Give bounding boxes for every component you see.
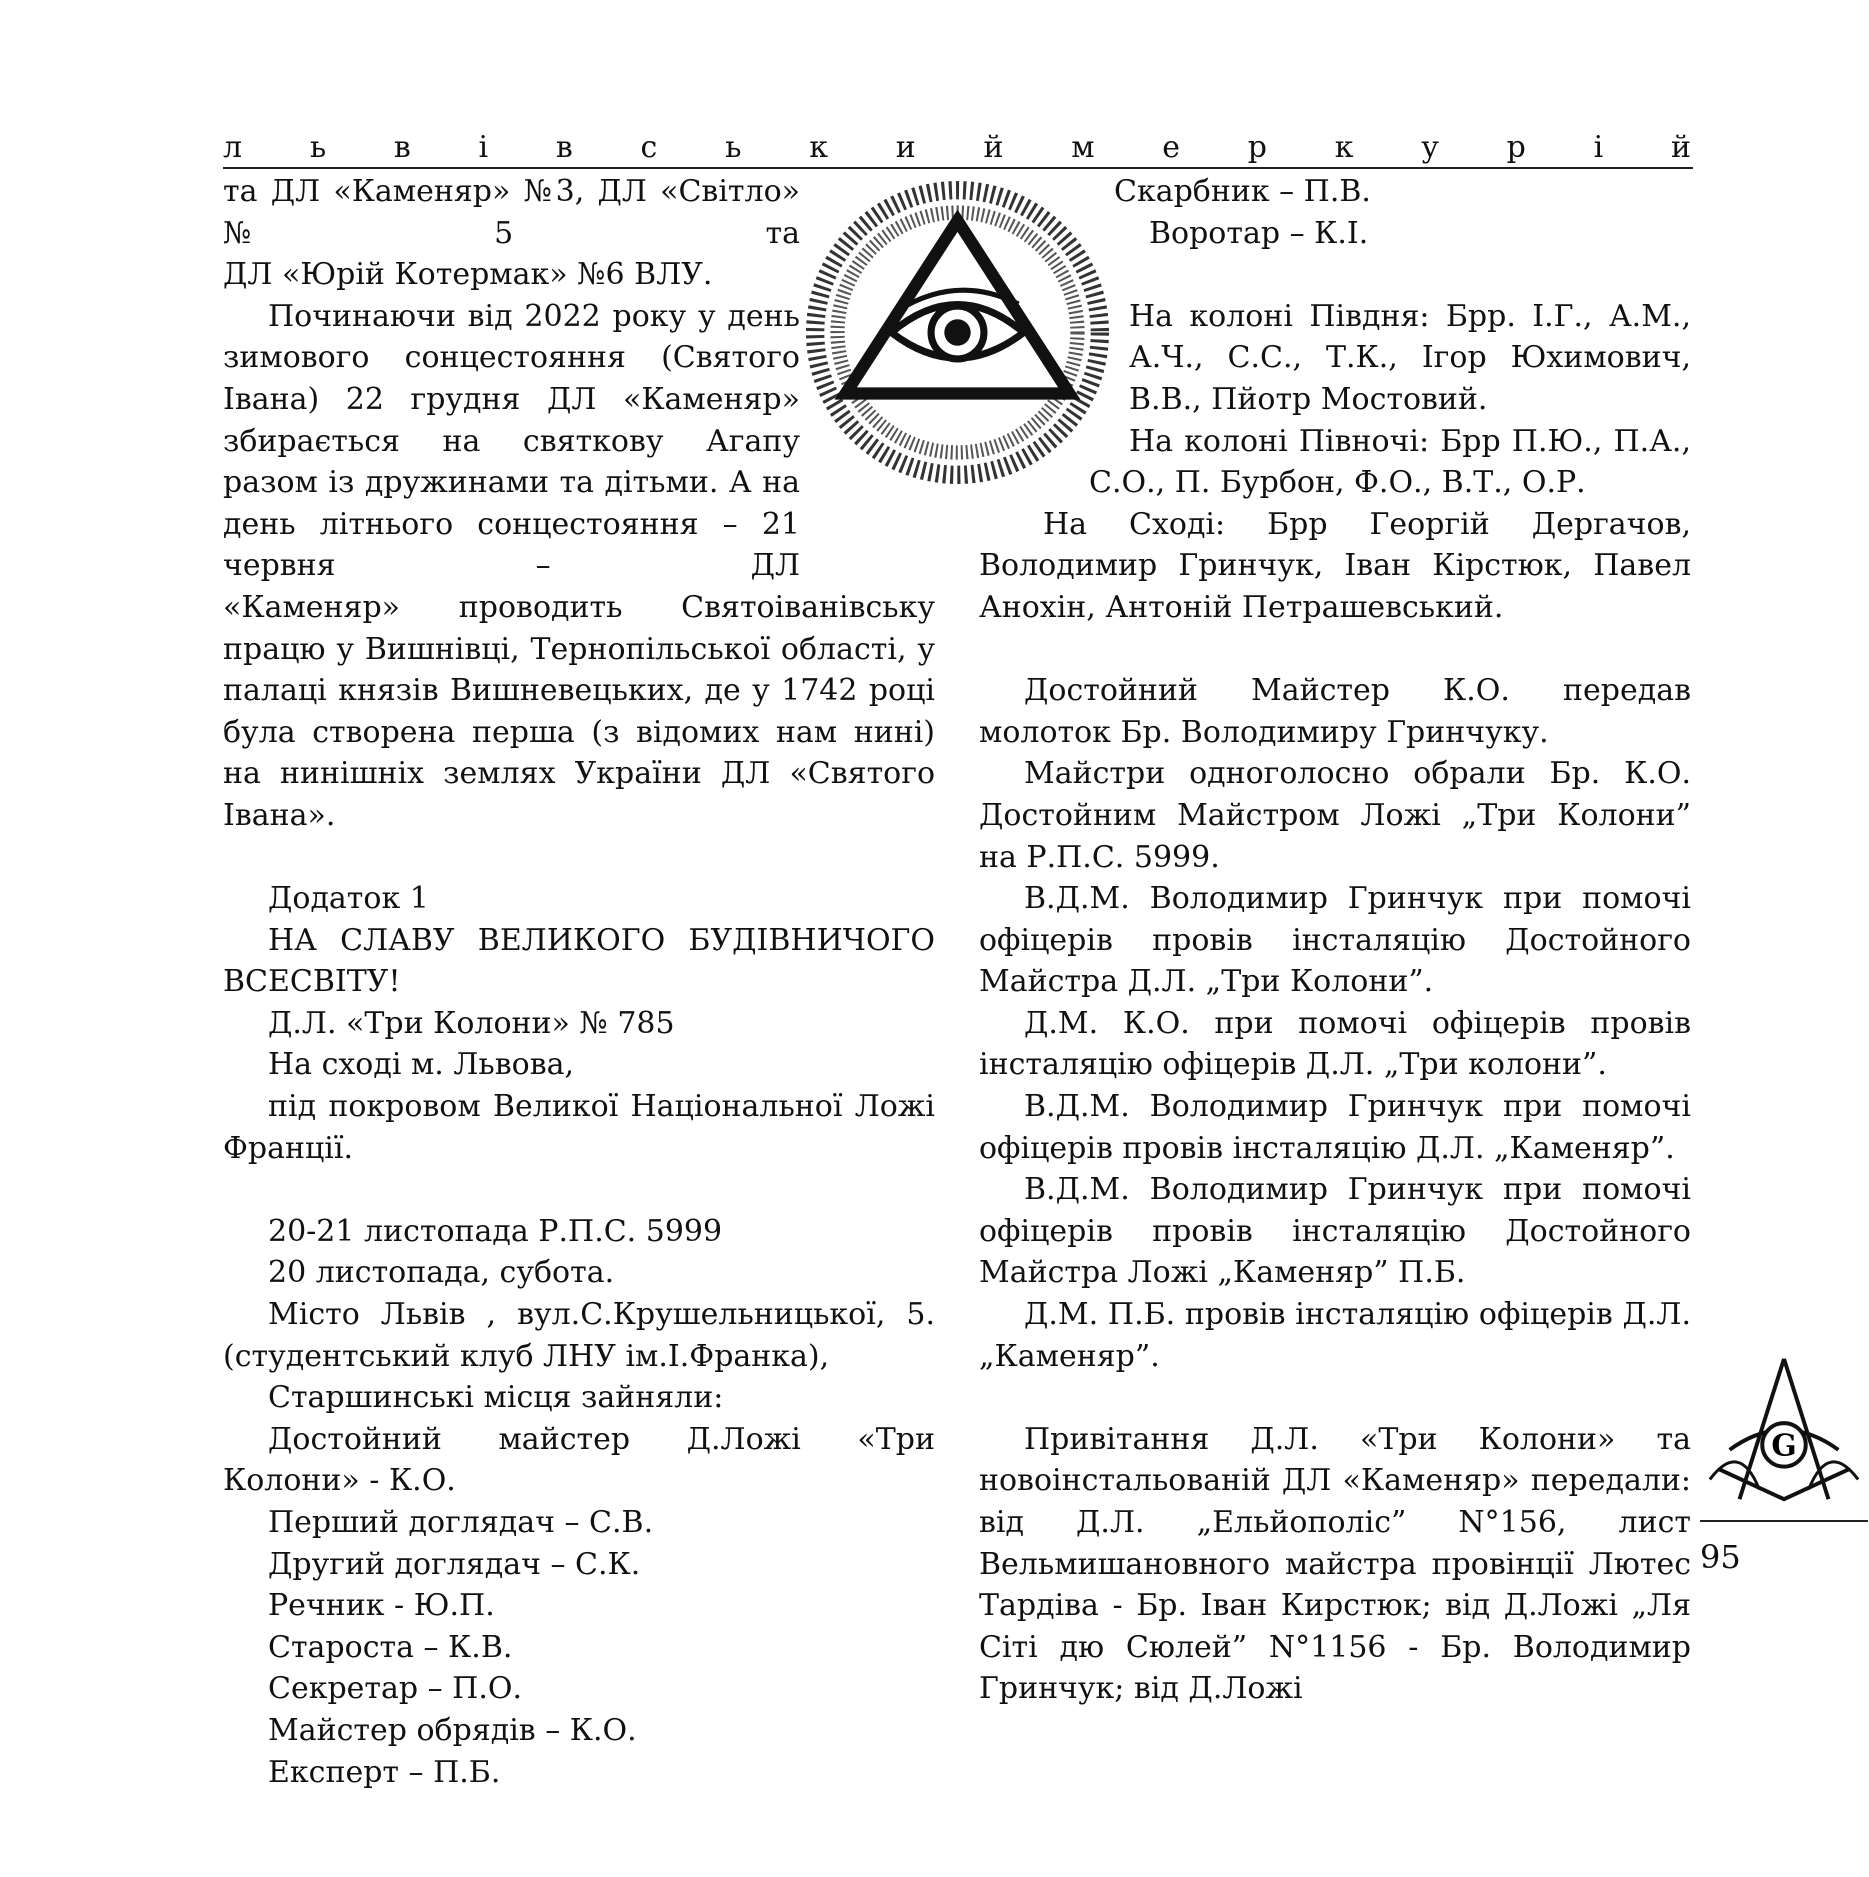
- officer-expert: Експерт – П.Б.: [268, 1754, 501, 1790]
- officer-steward: Староста – К.В.: [268, 1629, 513, 1665]
- north-column: На колоні Півночі: Брр П.Ю., П.А., С.О., П. Бурбон, Ф.О., В.Т., О.Р.: [1089, 423, 1691, 501]
- date-range: 20-21 листопада Р.П.С. 5999: [268, 1213, 723, 1249]
- emblem-letter: G: [1771, 1427, 1797, 1463]
- officer-tyler: Воротар – К.І.: [1149, 215, 1369, 251]
- east-location: На сході м. Львова,: [268, 1047, 575, 1083]
- act-install-kamenyar-master: В.Д.М. Володимир Гринчук при помочі офіцерів провів інсталяцію Достойного Майстра Ложі „Каменяр” П.Б.: [979, 1172, 1691, 1291]
- paragraph-kamenyar: «Каменяр» проводить Святоіванівську працю у Вишнівці, Тернопільської області, у палаці князів Вишневецьких, де у 1742 році була створена перша (з відомих нам нині) на нинішніх землях України ДЛ «Святого Івана».: [223, 589, 935, 833]
- date-day: 20 листопада, субота.: [268, 1255, 615, 1291]
- greetings: Привітання Д.Л. «Три Колони» та новоінстальованій ДЛ «Каменяр» передали: від Д.Л. „Ельйополіс” N°156, лист Вельмишановного майстра провінції Лютес Тардіва - Бр. Іван Кирстюк; від Д.Ложі „Ля Сіті дю Сюлей” N°1156 - Бр. Володимир Гринчук; від Д.Ложі: [979, 1421, 1691, 1707]
- right-column: [979, 171, 1691, 1710]
- officer-master: Достойний майстер Д.Ложі «Три Колони» - К.О.: [223, 1421, 935, 1499]
- act-election: Майстри одноголосно обрали Бр. К.О. Достойним Майстром Ложі „Три Колони” на Р.П.С. 5999.: [979, 756, 1691, 875]
- place: Місто Львів , вул.С.Крушельницької, 5. (студентський клуб ЛНУ ім.І.Франка),: [223, 1297, 935, 1374]
- officer-orator: Речник - Ю.П.: [268, 1588, 495, 1624]
- left-line-2: ДЛ «Юрій Котермак» №6 ВЛУ.: [223, 257, 713, 293]
- officer-treasurer: Скарбник – П.В.: [1114, 174, 1371, 209]
- footer-rule: [1700, 1520, 1868, 1522]
- appendix-label: Додаток 1: [268, 881, 429, 917]
- officer-second-warden: Другий доглядач – С.К.: [268, 1546, 641, 1582]
- left-column: [223, 171, 935, 1793]
- square-compass-emblem-icon: [1700, 1350, 1868, 1515]
- left-top-block: [223, 171, 800, 587]
- act-install-master: В.Д.М. Володимир Гринчук при помочі офіцерів провів інсталяцію Достойного Майстра Д.Л. „Три Колони”.: [979, 881, 1691, 1000]
- page-number: 95: [1700, 1538, 1741, 1576]
- east-column: На Сході: Брр Георгій Дергачов, Володимир Гринчук, Іван Кірстюк, Павел Анохін, Антоній Петрашевський.: [979, 506, 1691, 625]
- left-line-1: та ДЛ «Каменяр» №3, ДЛ «Світло» №5 та: [223, 174, 800, 251]
- paragraph-solstice: Починаючи від 2022 року у день зимового сонцестояння (Святого Івана) 22 грудня ДЛ «Каменяр» збирається на святкову Агапу разом із дружинами та дітьми. А на день літнього сонцестояння – 21 червня – ДЛ: [223, 298, 800, 584]
- glory-heading: НА СЛАВУ ВЕЛИКОГО БУДІВНИЧОГО ВСЕСВІТУ!: [223, 922, 935, 1000]
- act-install-officers: Д.М. К.О. при помочі офіцерів провів інсталяцію офіцерів Д.Л. „Три колони”.: [979, 1005, 1691, 1083]
- lodge-name: Д.Л. «Три Колони» № 785: [268, 1005, 675, 1041]
- header-rule: [223, 167, 1693, 169]
- running-header: л ь в і в с ь к и й м е р к у р і й: [223, 130, 1693, 165]
- seats-heading: Старшинські місця зайняли:: [268, 1380, 724, 1416]
- act-install-kamenyar-officers: Д.М. П.Б. провів інсталяцію офіцерів Д.Л. „Каменяр”.: [979, 1297, 1691, 1374]
- act-gavel: Достойний Майстер К.О. передав молоток Бр. Володимиру Гринчуку.: [979, 673, 1691, 750]
- officer-first-warden: Перший доглядач – С.В.: [268, 1505, 654, 1540]
- south-column: На колоні Півдня: Брр. І.Г., А.М., А.Ч., С.С., Т.К., Ігор Юхимович, В.В., Пйотр Мостовий.: [1129, 298, 1691, 417]
- under-patronage: під покровом Великої Національної Ложі Франції.: [223, 1089, 935, 1166]
- officer-secretary: Секретар – П.О.: [268, 1671, 523, 1707]
- officer-ceremonies: Майстер обрядів – К.О.: [268, 1712, 637, 1748]
- act-install-kamenyar: В.Д.М. Володимир Гринчук при помочі офіцерів провів інсталяцію Д.Л. „Каменяр”.: [979, 1089, 1691, 1166]
